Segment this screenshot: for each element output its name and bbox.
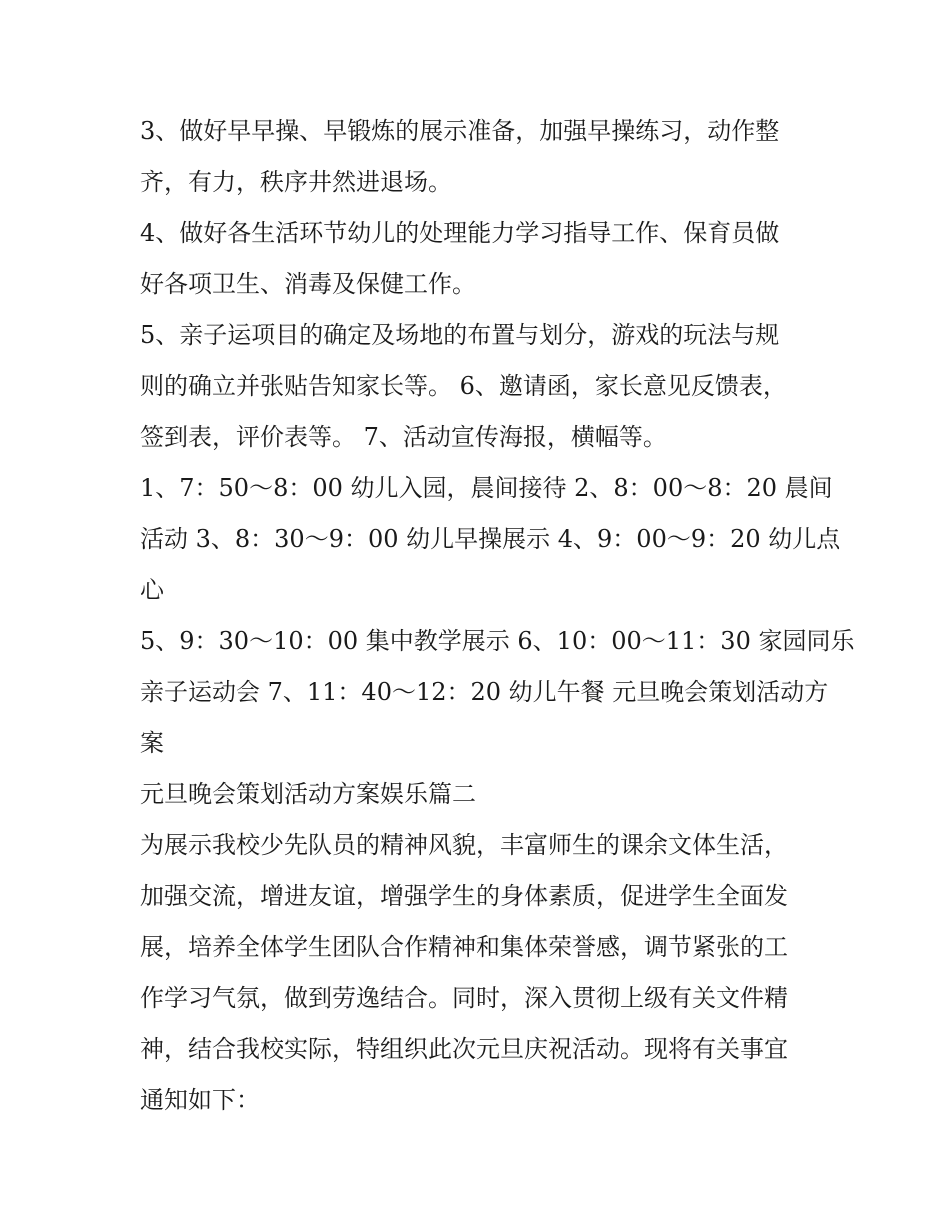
- document-body: [140, 106, 855, 1126]
- text-line: 1、7：50～8：00 幼儿入园，晨间接待 2、8：00～8：20 晨间: [140, 474, 833, 502]
- text-line: 好各项卫生、消毒及保健工作。: [140, 270, 476, 298]
- text-line: 神，结合我校实际，特组织此次元旦庆祝活动。现将有关事宜: [140, 1035, 788, 1063]
- text-line: 4、做好各生活环节幼儿的处理能力学习指导工作、保育员做: [140, 219, 780, 247]
- text-line: 通知如下：: [140, 1086, 260, 1114]
- text-line: 加强交流，增进友谊，增强学生的身体素质，促进学生全面发: [140, 882, 788, 910]
- text-line: 为展示我校少先队员的精神风貌，丰富师生的课余文体生活，: [140, 831, 788, 859]
- text-line: 展，培养全体学生团队合作精神和集体荣誉感，调节紧张的工: [140, 933, 788, 961]
- section-heading: 元旦晚会策划活动方案娱乐篇二: [140, 780, 476, 808]
- text-line: 5、亲子运项目的确定及场地的布置与划分，游戏的玩法与规: [140, 321, 780, 349]
- text-line: 则的确立并张贴告知家长等。 6、邀请函，家长意见反馈表，: [140, 372, 787, 400]
- text-line: 亲子运动会 7、11：40～12：20 幼儿午餐 元旦晚会策划活动方: [140, 678, 829, 706]
- text-line: 案: [140, 729, 164, 757]
- text-line: 齐，有力，秩序井然进退场。: [140, 168, 452, 196]
- text-line: 5、9：30～10：00 集中教学展示 6、10：00～11：30 家园同乐: [140, 627, 855, 655]
- text-line: 3、做好早早操、早锻炼的展示准备，加强早操练习，动作整: [140, 117, 780, 145]
- text-line: 活动 3、8：30～9：00 幼儿早操展示 4、9：00～9：20 幼儿点: [140, 525, 841, 553]
- text-line: 心: [140, 576, 164, 604]
- text-line: 签到表，评价表等。 7、活动宣传海报，横幅等。: [140, 423, 667, 451]
- text-line: 作学习气氛，做到劳逸结合。同时，深入贯彻上级有关文件精: [140, 984, 788, 1012]
